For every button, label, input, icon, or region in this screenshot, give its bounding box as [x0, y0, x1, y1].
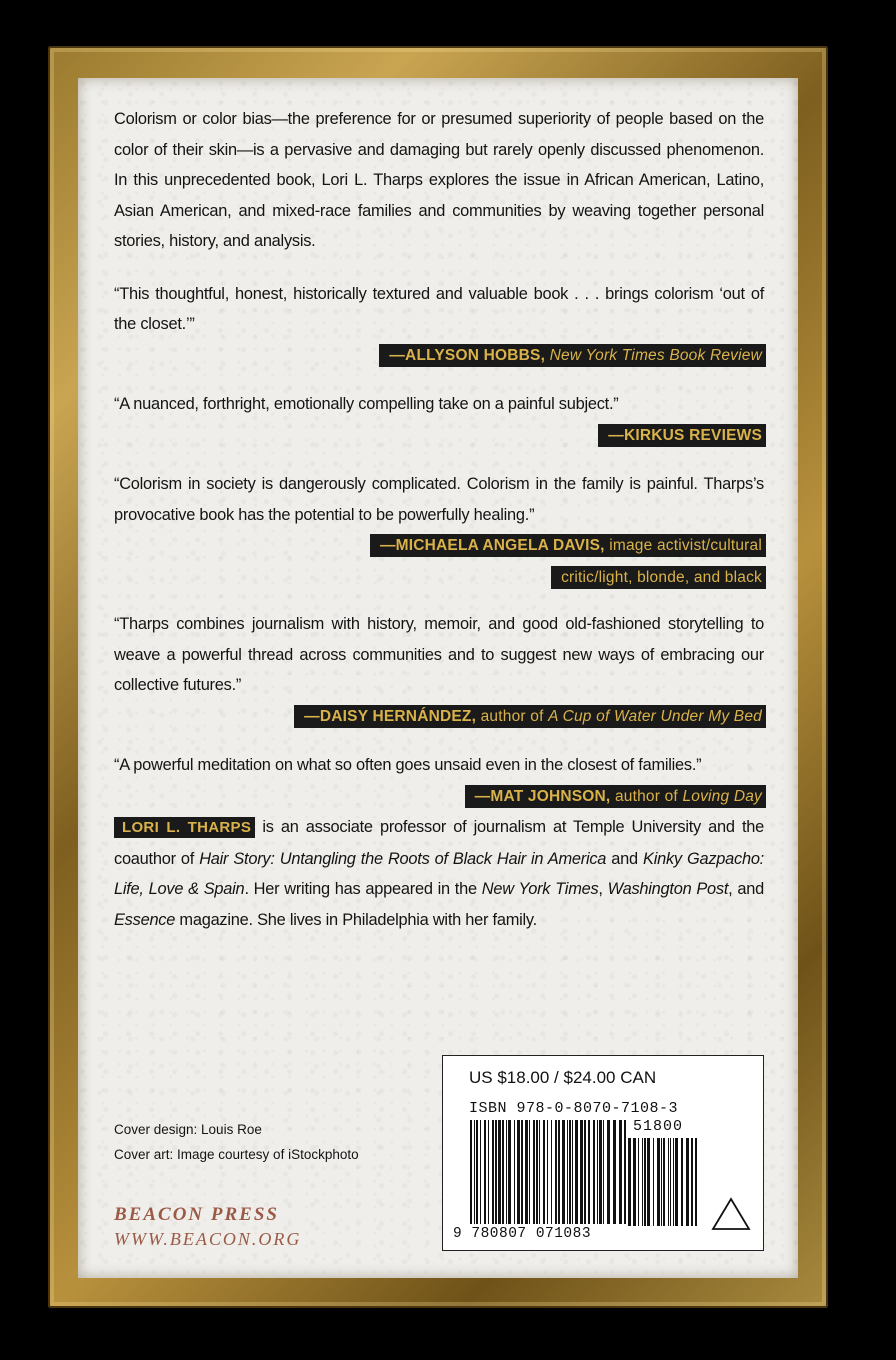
blurb-1-name: —ALLYSON HOBBS, [389, 346, 546, 364]
blurb-5-source-prefix: author of [614, 787, 678, 805]
blurb-5-source: Loving Day [682, 787, 762, 805]
blurb-5-attribution [114, 781, 766, 813]
blurb-2-attribution [114, 420, 766, 452]
blurb-5-text: “A powerful meditation on what so often goes unsaid even in the closest of families.” [114, 756, 702, 774]
price-barcode-bars [627, 1138, 701, 1228]
blurb-3-text: “Colorism in society is dangerously complicated. Colorism in the family is painful. Tharps’s provocative book has the potential to be powerfully healing.” [114, 475, 764, 524]
blurb-4 [114, 609, 764, 732]
isbn-label: ISBN 978-0-8070-7108-3 [469, 1100, 679, 1117]
blurb-2-name: —KIRKUS REVIEWS [608, 426, 762, 444]
blurb-2 [114, 389, 764, 451]
blurb-4-name: —DAISY HERNÁNDEZ, [304, 707, 477, 725]
bio-text-1: is an associate professor of journalism at Temple University and the coauthor of [114, 818, 764, 868]
bio-text-5: , and [728, 880, 765, 898]
blurb-3 [114, 469, 764, 593]
author-name: LORI L. THARPS [114, 817, 255, 838]
blurb-2-text: “A nuanced, forthright, emotionally compelling take on a painful subject.” [114, 395, 619, 413]
book-description: Colorism or color bias—the preference for or presumed superiority of people based on the color of their skin—is a pervasive and damaging but rarely openly discussed phenomenon. In this unprecedented book, Lori L. Tharps explores the issue in African American, Latino, Asian American, and mixed-race families and communities by weaving together personal stories, history, and analysis. [114, 110, 764, 250]
blurb-1-text: “This thoughtful, honest, historically textured and valuable book . . . brings colorism ‘out of the closet.’” [114, 284, 764, 333]
bio-text-6: magazine. She lives in Philadelphia with her family. [175, 910, 537, 929]
blurb-1-source: New York Times Book Review [549, 346, 762, 364]
publisher-name: BEACON PRESS [114, 1204, 279, 1225]
publisher-url: WWW.BEACON.ORG [114, 1229, 302, 1249]
bio-pub-2: Washington Post [607, 880, 729, 898]
blurb-3-source: image activist/cultural critic/light, blonde, and black [561, 537, 762, 586]
bio-book-1: Hair Story: Untangling the Roots of Black Hair in America [199, 849, 607, 868]
isbn-barcode-bars [469, 1120, 634, 1228]
triangle-icon [711, 1196, 751, 1232]
bio-book-2: Kinky Gazpacho: Life, Love & Spain [114, 849, 764, 898]
price-code: 51800 [633, 1118, 684, 1135]
bio-text-4: , [598, 880, 608, 898]
blurb-5 [114, 750, 764, 812]
barcode-digits: 9 780807 071083 [453, 1226, 592, 1242]
bio-pub-1: New York Times [481, 880, 599, 898]
blurb-5-name: —MAT JOHNSON, [474, 787, 611, 805]
blurb-3-name: —MICHAELA ANGELA DAVIS, [379, 537, 605, 554]
cover-credits [114, 1117, 359, 1167]
blurb-1-attribution [114, 340, 766, 372]
author-bio [114, 812, 764, 935]
blurb-4-attribution [114, 701, 766, 733]
blurb-4-source: A Cup of Water Under My Bed [548, 707, 762, 725]
cover-art-credit: Cover art: Image courtesy of iStockphoto [114, 1147, 359, 1162]
bio-pub-3: Essence [114, 910, 176, 929]
blurb-3-attribution [114, 530, 766, 593]
barcode-box [442, 1055, 764, 1251]
price-label: US $18.00 / $24.00 CAN [469, 1068, 657, 1087]
cover-design-credit: Cover design: Louis Roe [114, 1122, 262, 1137]
blurb-4-text: “Tharps combines journalism with history, memoir, and good old-fashioned storytelling to weave a powerful thread across communities and to suggest new ways of embracing our collective futures.” [114, 615, 764, 694]
blurb-1 [114, 279, 764, 372]
back-cover-text [114, 104, 764, 935]
blurb-4-source-prefix: author of [480, 707, 544, 725]
publisher-block [114, 1204, 301, 1250]
bio-text-2: and [606, 849, 644, 868]
bio-text-3: . Her writing has appeared in the [244, 880, 482, 898]
